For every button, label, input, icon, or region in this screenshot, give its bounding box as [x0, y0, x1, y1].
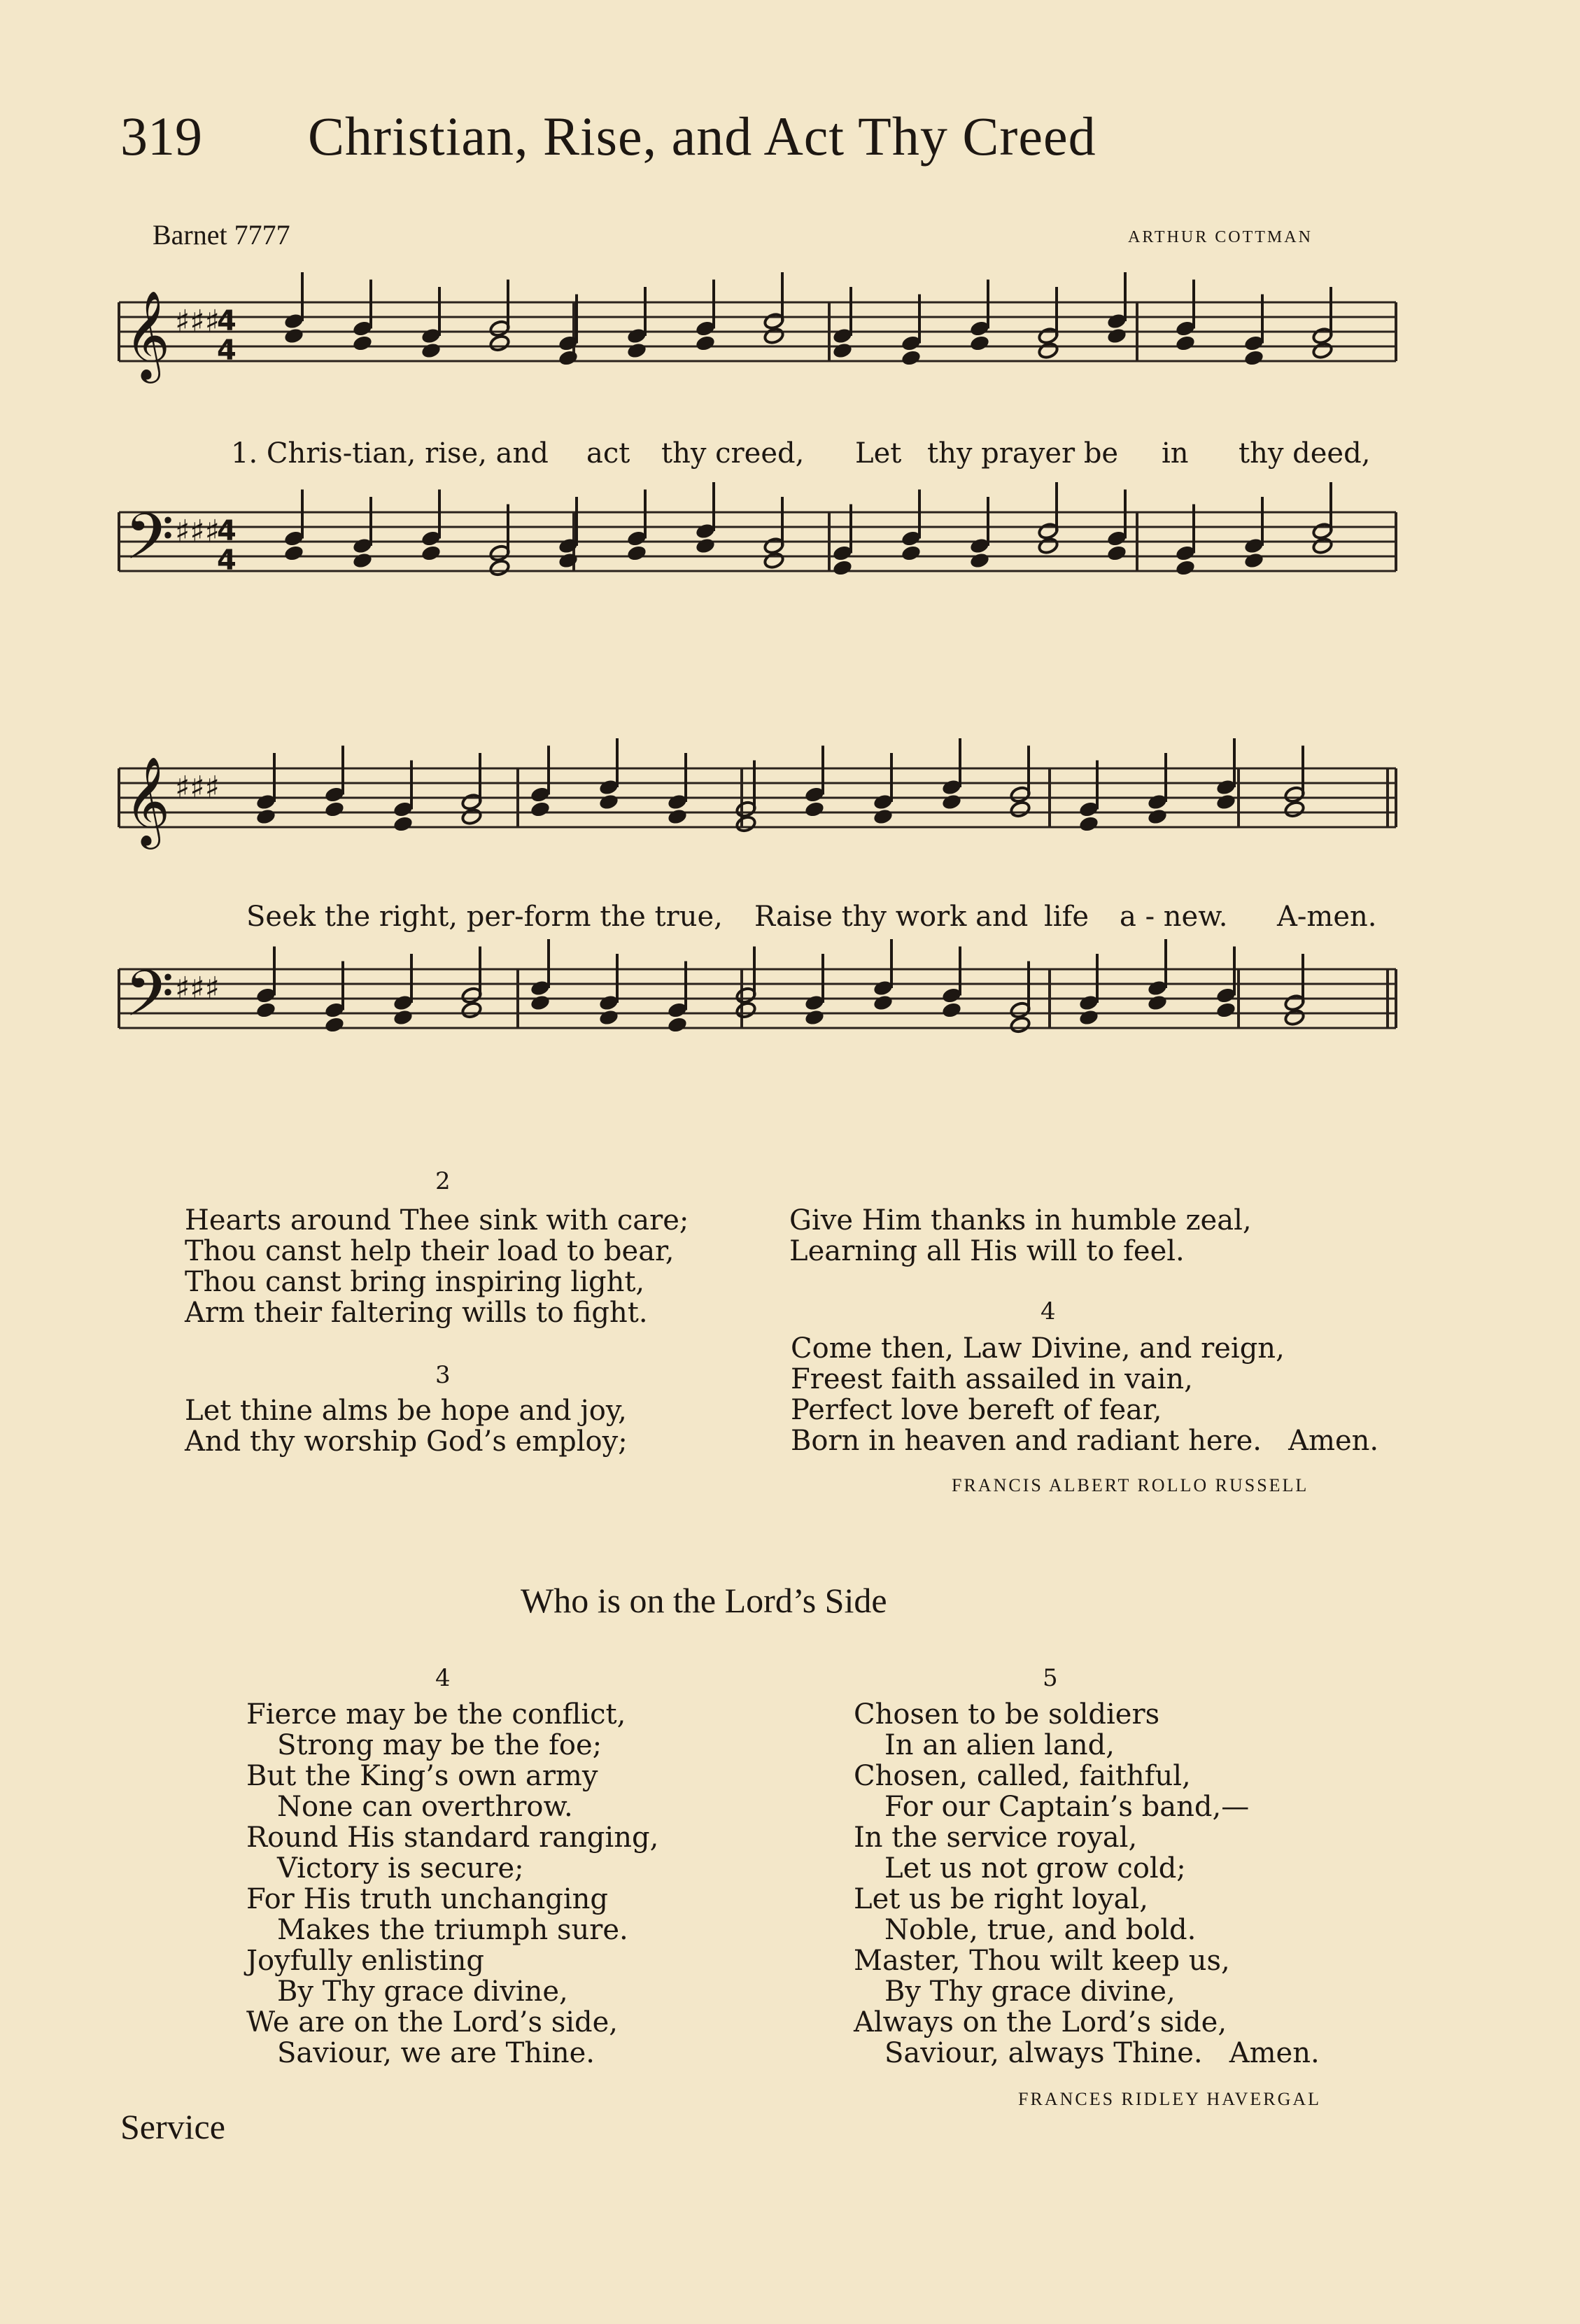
- notehead: [1147, 994, 1169, 1012]
- notehead: [1243, 551, 1265, 570]
- verse-line: Fierce may be the conflict,: [246, 1698, 626, 1731]
- notehead: [969, 334, 991, 353]
- notehead: [1215, 793, 1237, 811]
- key-signature-icon: ♯♯♯: [175, 971, 220, 1006]
- notehead: [667, 1016, 689, 1034]
- lyric-s2-b: Raise thy work and: [754, 901, 1029, 933]
- notehead: [804, 1008, 826, 1027]
- music-score: [0, 0, 1580, 1155]
- notehead: [1243, 349, 1265, 367]
- notehead: [1010, 801, 1031, 819]
- hymn-title: Christian, Rise, and Act Thy Creed: [308, 106, 1096, 167]
- lyric-s2-a: Seek the right, per-form the true,: [246, 901, 723, 933]
- verse-line: Let thine alms be hope and joy,: [185, 1395, 627, 1427]
- notehead: [1010, 1016, 1031, 1034]
- notehead: [1175, 559, 1197, 577]
- verse-line: Round His standard ranging,: [246, 1822, 659, 1854]
- stanza-4-number: 4: [435, 1664, 451, 1692]
- time-signature: 4: [217, 305, 237, 337]
- composer-credit: ARTHUR COTTMAN: [1128, 228, 1313, 246]
- verse-line: In an alien land,: [884, 1729, 1115, 1761]
- stanza-5: [854, 1699, 1320, 2069]
- notehead: [393, 815, 414, 833]
- verse-line: In the service royal,: [854, 1822, 1138, 1854]
- treble-clef-icon: 𝄞: [125, 756, 171, 845]
- notehead: [1215, 1001, 1237, 1020]
- notehead: [461, 808, 483, 826]
- lyric-s1-c: thy creed,: [661, 437, 805, 470]
- notehead: [598, 793, 620, 811]
- tune-name: Barnet 7777: [153, 219, 290, 251]
- notehead: [530, 994, 551, 1012]
- verse-line: By Thy grace divine,: [884, 1976, 1176, 2008]
- verse-line: Thou canst help their load to bear,: [185, 1235, 675, 1267]
- notehead: [461, 1001, 483, 1020]
- notehead: [352, 551, 374, 570]
- section-footer: Service: [120, 2107, 225, 2146]
- second-hymn-author: FRANCES RIDLEY HAVERGAL: [1018, 2089, 1322, 2109]
- verse-line: Arm their faltering wills to fight.: [185, 1297, 648, 1329]
- notehead: [735, 1001, 757, 1020]
- bass-clef-icon: 𝄢: [125, 500, 174, 589]
- verse-line: But the King’s own army: [246, 1760, 598, 1792]
- lyric-s1-a: 1. Chris-tian, rise, and: [231, 437, 549, 470]
- notehead: [324, 801, 346, 819]
- verse-line: Hearts around Thee sink with care;: [185, 1204, 689, 1237]
- notehead: [941, 793, 963, 811]
- verse-line: Makes the triumph sure.: [277, 1914, 628, 1946]
- verse-line: Chosen to be soldiers: [854, 1698, 1160, 1731]
- notehead: [1106, 327, 1128, 345]
- notehead: [530, 801, 551, 819]
- lyric-s2-e: A-men.: [1277, 901, 1377, 933]
- verse-3: [185, 1395, 628, 1457]
- verse-line: Thou canst bring inspiring light,: [185, 1266, 645, 1298]
- verse-line: Master, Thou wilt keep us,: [854, 1945, 1230, 1977]
- verse-line: We are on the Lord’s side,: [246, 2006, 619, 2038]
- verse-line: And thy worship God’s employ;: [185, 1425, 628, 1458]
- verse-line: Perfect love bereft of fear,: [791, 1394, 1162, 1426]
- stanza-5-number: 5: [1043, 1664, 1058, 1692]
- verse-line: Chosen, called, faithful,: [854, 1760, 1191, 1792]
- notehead: [255, 808, 277, 826]
- notehead: [763, 551, 785, 570]
- verse-line: Freest faith assailed in vain,: [791, 1363, 1193, 1395]
- notehead: [255, 1001, 277, 1020]
- time-signature: 4: [217, 515, 237, 547]
- verse-4: [791, 1333, 1378, 1456]
- notehead: [667, 808, 689, 826]
- notehead: [941, 1001, 963, 1020]
- verse-line: Give Him thanks in humble zeal,: [789, 1204, 1252, 1237]
- bass-clef-icon: 𝄢: [125, 957, 174, 1046]
- verse-line: By Thy grace divine,: [277, 1976, 568, 2008]
- treble-clef-icon: 𝄞: [125, 290, 171, 379]
- key-signature-icon: ♯♯♯: [175, 770, 220, 805]
- verse-2-number: 2: [435, 1167, 451, 1195]
- notehead: [901, 544, 922, 563]
- notehead: [626, 341, 648, 360]
- lyric-s1-f: in: [1162, 437, 1189, 470]
- lyric-s1-g: thy deed,: [1239, 437, 1371, 470]
- verse-3-number: 3: [435, 1361, 451, 1389]
- notehead: [1312, 537, 1334, 555]
- notehead: [558, 551, 579, 570]
- lyric-s2-c: life: [1044, 901, 1089, 933]
- notehead: [1175, 334, 1197, 353]
- verse-line: Learning all His will to feel.: [789, 1235, 1185, 1267]
- lyric-s1-b: act: [586, 437, 630, 470]
- verse-line: Born in heaven and radiant here. Amen.: [791, 1425, 1379, 1457]
- notehead: [489, 334, 511, 353]
- notehead: [1078, 815, 1100, 833]
- key-signature-icon: ♯♯♯: [175, 514, 220, 549]
- notehead: [489, 559, 511, 577]
- verse-line: Always on the Lord’s side,: [854, 2006, 1227, 2038]
- verse-line: Noble, true, and bold.: [884, 1914, 1197, 1946]
- notehead: [1038, 537, 1059, 555]
- notehead: [901, 349, 922, 367]
- verse-line: Let us be right loyal,: [854, 1883, 1148, 1915]
- notehead: [804, 801, 826, 819]
- time-signature: 4: [217, 544, 237, 577]
- verse-line: Joyfully enlisting: [246, 1945, 484, 1977]
- notehead: [421, 544, 442, 563]
- notehead: [393, 1008, 414, 1027]
- notehead: [283, 327, 305, 345]
- notehead: [324, 1016, 346, 1034]
- notehead: [421, 341, 442, 360]
- verse-2: [185, 1205, 689, 1328]
- key-signature-icon: ♯♯♯: [175, 304, 220, 339]
- notehead: [873, 808, 894, 826]
- second-hymn-title: Who is on the Lord’s Side: [521, 1581, 887, 1620]
- lyric-s1-e: thy prayer be: [927, 437, 1119, 470]
- verse-line: Come then, Law Divine, and reign,: [791, 1332, 1285, 1365]
- notehead: [1106, 544, 1128, 563]
- stanza-4: [246, 1699, 658, 2069]
- verse-line: Saviour, we are Thine.: [277, 2037, 595, 2069]
- notehead: [832, 341, 854, 360]
- notehead: [598, 1008, 620, 1027]
- lyric-s1-d: Let: [855, 437, 902, 470]
- hymn-author: FRANCIS ALBERT ROLLO RUSSELL: [952, 1475, 1309, 1495]
- verse-3-continued: [789, 1205, 1252, 1267]
- notehead: [873, 994, 894, 1012]
- notehead: [969, 551, 991, 570]
- notehead: [832, 559, 854, 577]
- notehead: [352, 334, 374, 353]
- notehead: [558, 349, 579, 367]
- verse-line: For His truth unchanging: [246, 1883, 608, 1915]
- hymn-number: 319: [120, 106, 202, 167]
- lyric-s2-d: a - new.: [1120, 901, 1228, 933]
- notehead: [695, 537, 717, 555]
- verse-line: Strong may be the foe;: [277, 1729, 602, 1761]
- verse-line: Let us not grow cold;: [884, 1852, 1186, 1885]
- verse-line: For our Captain’s band,—: [884, 1791, 1250, 1823]
- verse-line: Victory is secure;: [277, 1852, 524, 1885]
- notehead: [763, 327, 785, 345]
- notehead: [1284, 1008, 1306, 1027]
- time-signature: 4: [217, 334, 237, 367]
- notehead: [1147, 808, 1169, 826]
- notehead: [283, 544, 305, 563]
- notehead: [626, 544, 648, 563]
- notehead: [1078, 1008, 1100, 1027]
- verse-4-number: 4: [1041, 1297, 1056, 1325]
- notehead: [1038, 341, 1059, 360]
- verse-line: Saviour, always Thine. Amen.: [884, 2037, 1320, 2069]
- notehead: [1284, 801, 1306, 819]
- verse-line: None can overthrow.: [277, 1791, 573, 1823]
- notehead: [735, 815, 757, 833]
- notehead: [695, 334, 717, 353]
- notehead: [1312, 341, 1334, 360]
